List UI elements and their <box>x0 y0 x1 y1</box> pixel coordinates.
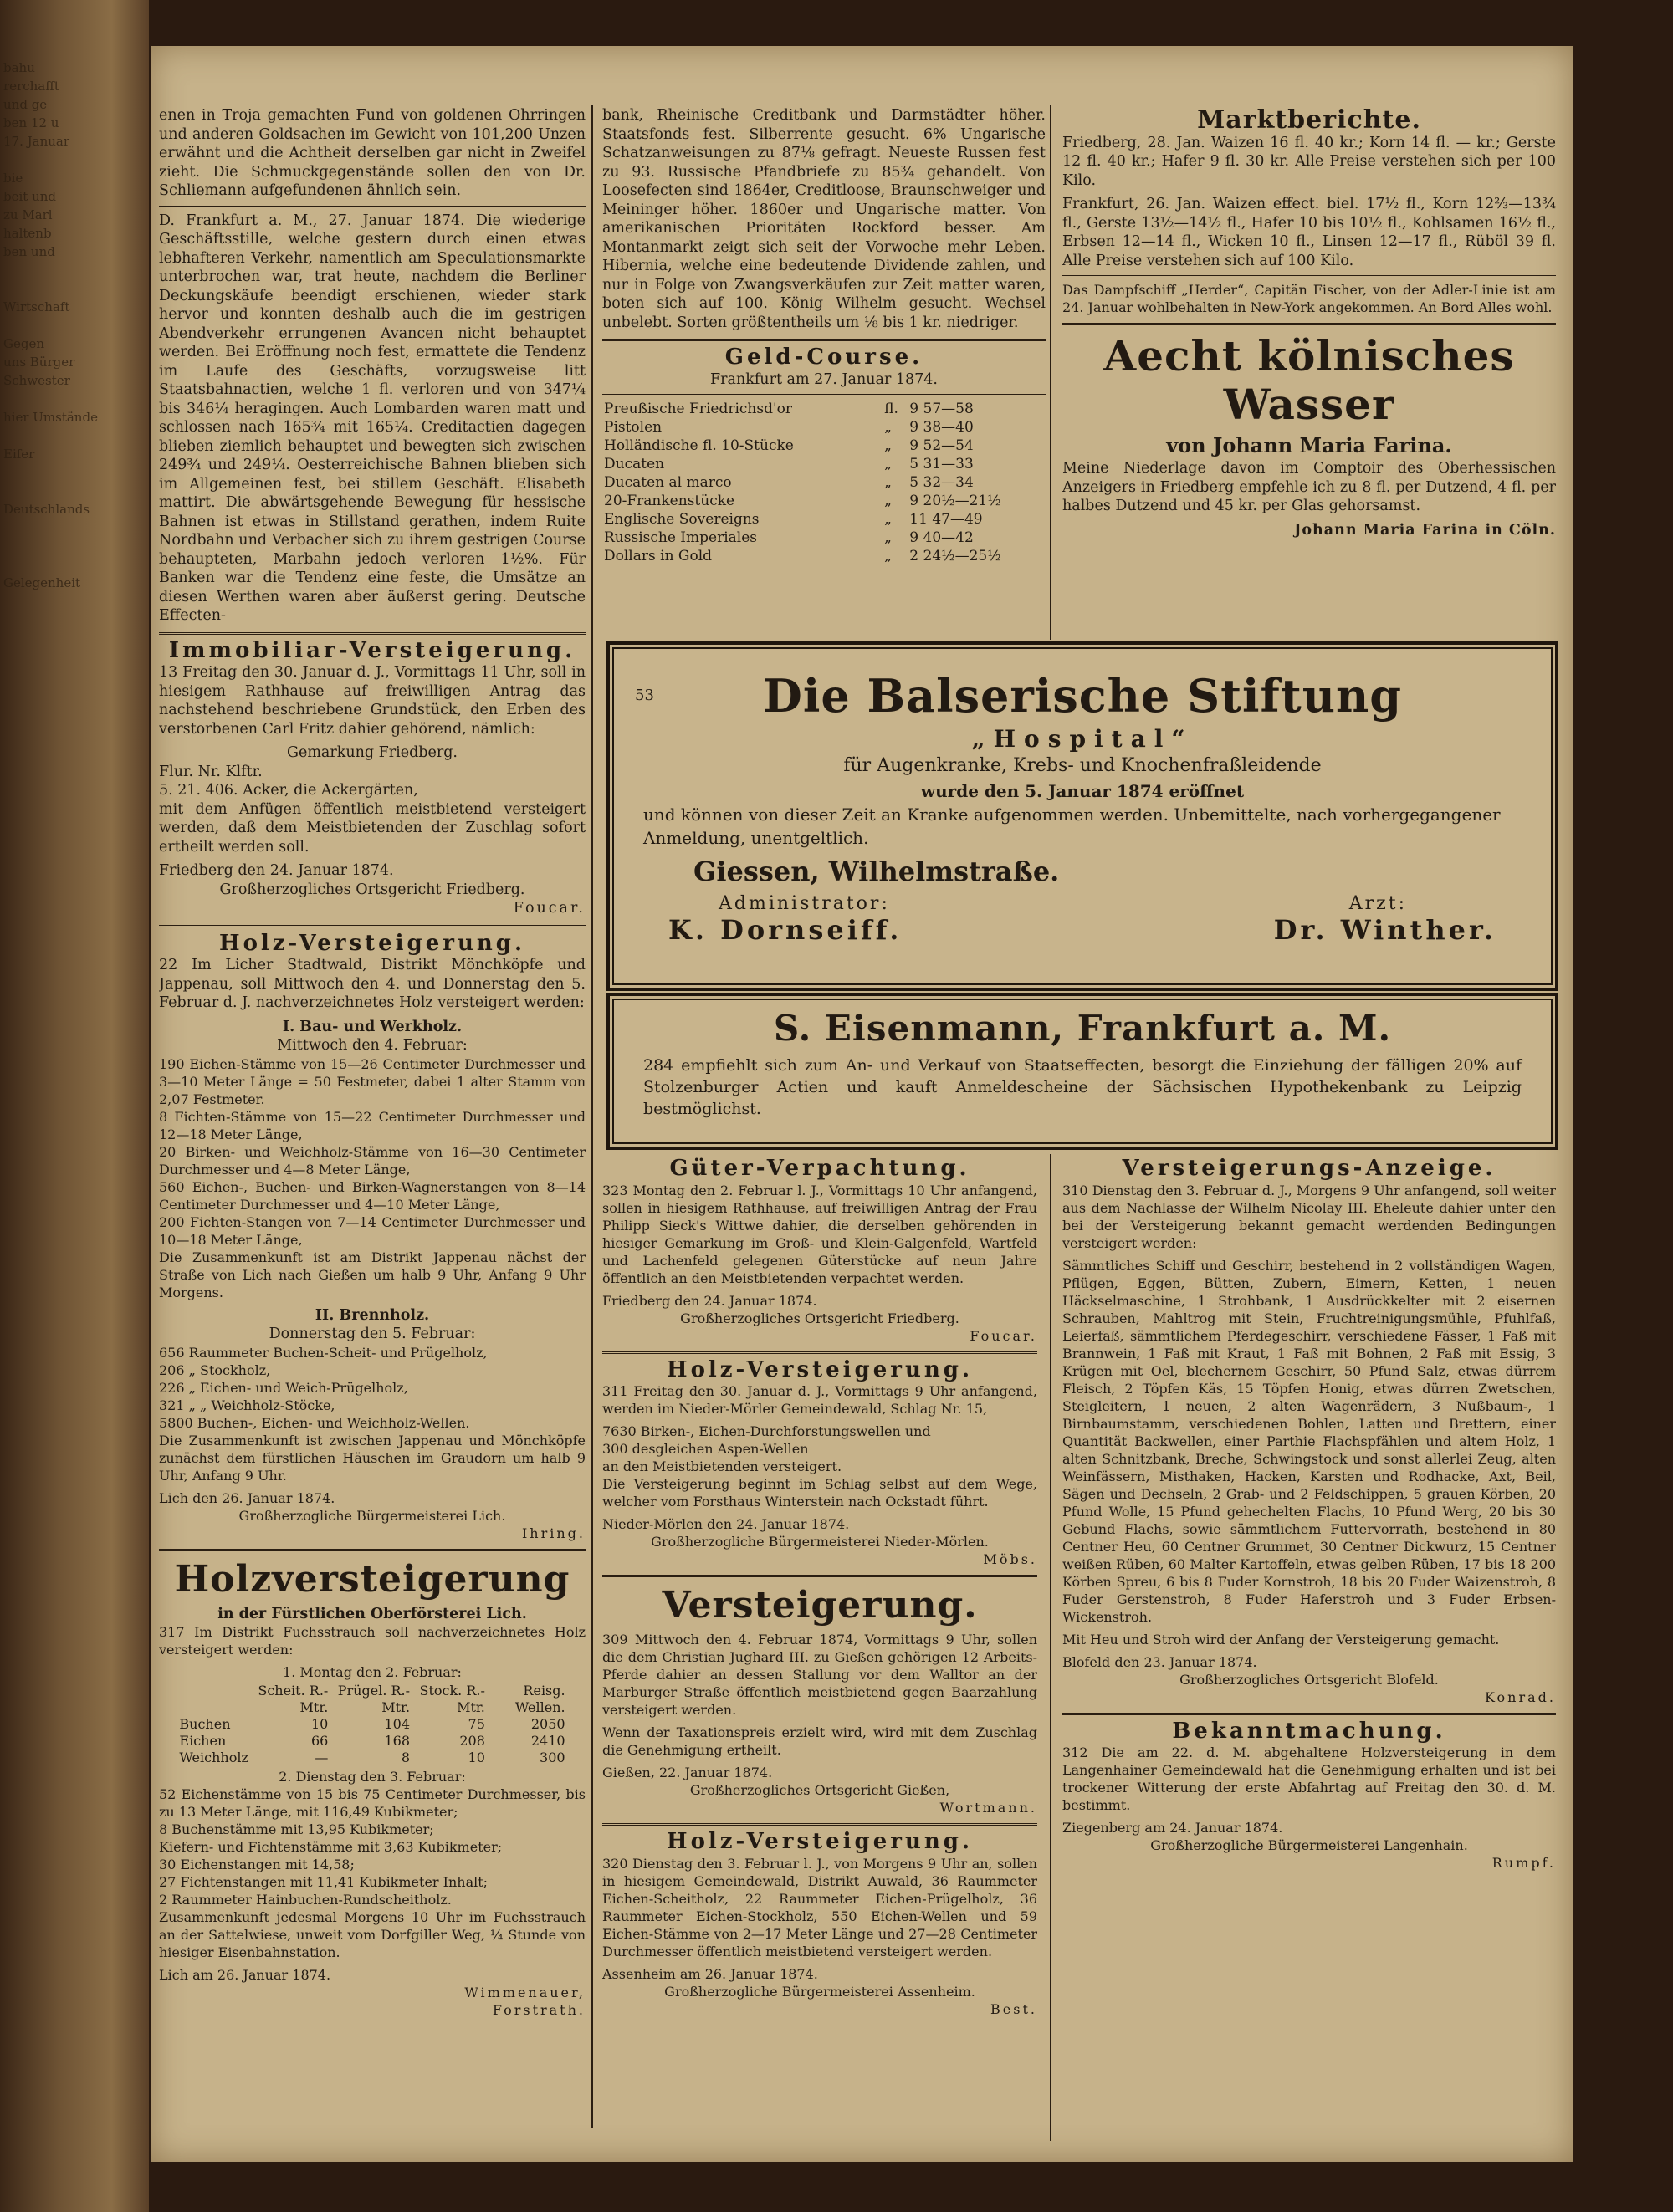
divider <box>159 632 586 635</box>
holz2-place: Nieder-Mörlen den 24. Januar 1874. <box>602 1516 850 1532</box>
holz-item: 656 Raummeter Buchen-Scheit- und Prügelholz, <box>159 1344 488 1361</box>
coin-rate: 9 52—54 <box>909 437 974 454</box>
versteigerung-place: Gießen, 22. Januar 1874. <box>602 1765 773 1780</box>
ad-number: 53 <box>635 687 654 704</box>
holz-heading: Holz-Versteigerung. <box>219 930 525 956</box>
holz-meeting-2: Die Zusammenkunft ist zwischen Jappenau und Mönchköpfe zunächst dem fürstlichen Häuschen im Graudorn um halb 9 Uhr, Anfang 9 Uhr. <box>159 1432 586 1484</box>
holz3-heading: Holz-Versteigerung. <box>667 1829 973 1854</box>
column-rule <box>1050 105 1051 640</box>
currency-unit: „ <box>884 456 892 473</box>
gueter-heading: Güter-Verpachtung. <box>669 1156 970 1181</box>
markt-friedberg: Friedberg, 28. Jan. Waizen 16 fl. 40 kr.; Korn 14 fl. — kr.; Gerste 12 fl. 40 kr.; Hafer 9 fl. 30 kr. Alle Preise verstehen sich per 100 Kilo. <box>1062 134 1556 189</box>
table-header-row <box>176 1683 568 1716</box>
column-5 <box>1062 1154 1556 2158</box>
immobiliar-text: 13 Freitag den 30. Januar d. J., Vormittags 11 Uhr, soll in hiesigem Rathhause auf freiwilligen Antrag das nachstehend beschriebene Grundstück, den Erben des verstorbenen Carl Fritz dahier gehörend, nämlich: <box>159 664 586 738</box>
currency-unit: „ <box>884 548 892 564</box>
holz3-signature: Großherzogliche Bürgermeisterei Assenheim. <box>664 1983 975 2000</box>
holz-name: Ihring. <box>521 1525 586 1541</box>
koelnisch-wasser-signature: Johann Maria Farina in Cöln. <box>1294 521 1556 539</box>
coin-name: Ducaten <box>604 456 665 473</box>
holz2-text-2: an den Meistbietenden versteigert. <box>602 1458 842 1474</box>
gueter-text: 323 Montag den 2. Februar l. J., Vormittags 10 Uhr anfangend, sollen in hiesigem Rathhause, auf freiwilligen Antrag der Frau Philipp Sieck's Wittwe dahier, die derselben gehörenden in hiesiger Gemarkung im Groß- und Klein-Galgenfeld, Wartfeld und Lachenfeld gelegenen Güterstücke auf neun Jahre öffentlich an den Meistbietenden verpachtet werden. <box>602 1182 1037 1286</box>
holzversteigerung-text: 317 Im Distrikt Fuchsstrauch soll nachverzeichnetes Holz versteigert werden: <box>159 1624 586 1658</box>
bekanntmachung-place: Ziegenberg am 24. Januar 1874. <box>1062 1820 1283 1836</box>
bekanntmachung-text: 312 Die am 22. d. M. abgehaltene Holzversteigerung in dem Langenhainer Gemeindewald hat die Genehmigung erhalten und ist bei trockener Witterung der erste Abfahrtag auf Freitag den 30. d. M. bestimmt. <box>1062 1745 1556 1813</box>
coin-rate: 11 47—49 <box>909 511 983 528</box>
coin-rate: 9 38—40 <box>909 419 974 436</box>
holz-text: 22 Im Licher Stadtwald, Distrikt Mönchköpfe und Jappenau, soll Mittwoch den 4. und Donnerstag den 5. Februar d. J. nachverzeichnetes Holz versteigert werden: <box>159 957 586 1011</box>
column-2 <box>602 106 1046 641</box>
currency-unit: „ <box>884 474 892 491</box>
holz-sub-1: I. Bau- und Werkholz. <box>282 1018 463 1035</box>
table-row <box>602 510 1046 529</box>
ad-title: Die Balserische Stiftung <box>763 669 1402 723</box>
coin-name: Russische Imperiales <box>604 529 757 546</box>
ad-doctor <box>1274 893 1496 946</box>
versteigerungs-anzeige-signature: Großherzogliches Ortsgericht Blofeld. <box>1179 1671 1439 1688</box>
holzversteigerung-meeting: Zusammenkunft jedesmal Morgens 10 Uhr im Fuchsstrauch an der Sattelwiese, unweit vom Dorfgiller Weg, ¼ Stunde von hiesiger Eisenbahnstation. <box>159 1909 586 1960</box>
column-3 <box>1062 106 1556 641</box>
holzversteigerung-item: 27 Fichtenstangen mit 11,41 Kubikmeter Inhalt; <box>159 1874 489 1890</box>
immobiliar-place: Friedberg den 24. Januar 1874. <box>159 862 394 879</box>
table-row <box>602 437 1046 455</box>
holzversteigerung-heading: Holzversteigerung <box>174 1557 570 1601</box>
holz-item: 5800 Buchen-, Eichen- und Weichholz-Wellen. <box>159 1414 470 1431</box>
table-row <box>602 547 1046 565</box>
divider <box>159 925 586 927</box>
divider <box>1062 1713 1556 1715</box>
versteigerung-text-2: Wenn der Taxationspreis erzielt wird, wird mit dem Zuschlag die Genehmigung ertheilt. <box>602 1724 1037 1758</box>
gueter-place: Friedberg den 24. Januar 1874. <box>602 1292 817 1309</box>
holz3-name: Best. <box>990 2000 1037 2017</box>
holz-item: 190 Eichen-Stämme von 15—26 Centimeter Durchmesser und 3—10 Meter Länge = 50 Festmeter, dabei 1 alter Stamm von 2,07 Festmeter. <box>159 1055 586 1107</box>
versteigerungs-anzeige-place: Blofeld den 23. Januar 1874. <box>1062 1653 1257 1670</box>
coin-rate: 9 40—42 <box>909 529 974 546</box>
currency-unit: „ <box>884 511 892 528</box>
holzversteigerung-day-2: 2. Dienstag den 3. Februar: <box>279 1769 466 1785</box>
holz2-text-3: Die Versteigerung beginnt im Schlag selbst auf dem Wege, welcher vom Forsthaus Winterstein nach Ockstadt führt. <box>602 1476 1037 1510</box>
ad-signatures <box>610 893 1555 946</box>
table-header-cell: Prügel. R.-Mtr. <box>337 1683 411 1715</box>
table-cell: 10 <box>468 1750 485 1765</box>
coin-rate: 5 31—33 <box>909 456 974 473</box>
table-row <box>602 529 1046 547</box>
table-cell: 8 <box>401 1750 411 1765</box>
bekanntmachung-name: Rumpf. <box>1491 1855 1556 1871</box>
holz2-item: 300 desgleichen Aspen-Wellen <box>602 1441 809 1457</box>
ad-doctor-label: Arzt: <box>1348 893 1408 914</box>
coin-name: Ducaten al marco <box>604 474 732 491</box>
divider <box>602 339 1046 341</box>
table-cell: 104 <box>384 1716 411 1732</box>
coin-rate: 5 32—34 <box>909 474 974 491</box>
holzversteigerung-subheading: in der Fürstlichen Oberförsterei Lich. <box>217 1605 527 1622</box>
versteigerung-text: 309 Mittwoch den 4. Februar 1874, Vormittags 9 Uhr, sollen die dem Christian Jughard III. zu Gießen gehörigen 12 Arbeits-Pferde dahier an dessen Stallung vor dem Walltor an der Marburger Straße öffentlich meistbietend gegen Baarzahlung versteigert werden. <box>602 1632 1037 1718</box>
holzversteigerung-item: 52 Eichenstämme von 15 bis 75 Centimeter Durchmesser, bis zu 13 Meter Länge, mit 116,49 Kubikmeter; <box>159 1786 586 1820</box>
column-1 <box>159 106 586 2147</box>
holz-item: 20 Birken- und Weichholz-Stämme von 16—30 Centimeter Durchmesser und 4—8 Meter Länge, <box>159 1143 586 1178</box>
immobiliar-gemarkung: Gemarkung Friedberg. <box>287 744 458 761</box>
holzversteigerung-place: Lich am 26. Januar 1874. <box>159 1967 331 1983</box>
versteigerungs-anzeige-heading: Versteigerungs-Anzeige. <box>1122 1156 1496 1181</box>
holz-item: 200 Fichten-Stangen von 7—14 Centimeter Durchmesser und 10—18 Meter Länge, <box>159 1213 586 1248</box>
currency-unit: „ <box>884 419 892 436</box>
holz2-heading: Holz-Versteigerung. <box>667 1356 973 1382</box>
table-cell: 75 <box>468 1716 485 1732</box>
table-cell: 66 <box>310 1733 329 1749</box>
column-rule <box>1050 1154 1051 2141</box>
holzversteigerung-item: Kiefern- und Fichtenstämme mit 3,63 Kubikmeter; <box>159 1839 503 1855</box>
eisenmann-text: 284 empfiehlt sich zum An- und Verkauf von Staatseffecten, besorgt die Einziehung der fälligen 20% auf Stolzenburger Actien und kauft Anmeldescheine der Sächsischen Hypothekenbank zu Leipzig bestmöglichst. <box>643 1056 1522 1118</box>
ad-subtitle: „Hospital“ <box>971 725 1194 753</box>
geld-course-subheading: Frankfurt am 27. Januar 1874. <box>710 370 938 388</box>
table-header-cell <box>176 1683 251 1716</box>
holz-sub-2: II. Brennholz. <box>315 1306 430 1324</box>
holzversteigerung-table <box>176 1683 568 1766</box>
divider <box>602 1351 1037 1354</box>
currency-unit: fl. <box>884 401 898 417</box>
ship-notice: Das Dampfschiff „Herder“, Capitän Fischer, von der Adler-Linie ist am 24. Januar wohlbehalten in New-York angekommen. An Bord Alles wohl. <box>1062 282 1556 315</box>
table-row <box>602 473 1046 492</box>
versteigerungs-anzeige-text: 310 Dienstag den 3. Februar d. J., Morgens 9 Uhr anfangend, soll weiter aus dem Nachlasse der Wilhelm Nicolay III. Eheleute dahier unter den bei der Versteigerung bekannt gemacht werdenden Bedingungen versteigert werden: <box>1062 1182 1556 1251</box>
divider <box>159 1549 586 1551</box>
versteigerung-name: Wortmann. <box>939 1800 1037 1816</box>
eisenmann-title: S. Eisenmann, Frankfurt a. M. <box>773 1008 1392 1049</box>
versteigerung-signature: Großherzogliches Ortsgericht Gießen, <box>689 1782 950 1798</box>
holzversteigerung-item: 8 Buchenstämme mit 13,95 Kubikmeter; <box>159 1821 434 1837</box>
holzversteigerung-day-1: 1. Montag den 2. Februar: <box>283 1664 462 1680</box>
table-header-cell: Reisg. Wellen. <box>514 1683 565 1715</box>
holz-place: Lich den 26. Januar 1874. <box>159 1489 335 1506</box>
table-cell: 2050 <box>530 1716 565 1732</box>
table-header-cell: Stock. R.-Mtr. <box>419 1683 485 1715</box>
holz2-text: 311 Freitag den 30. Januar d. J., Vormittags 9 Uhr anfangend, werden im Nieder-Mörler Gemeindewald, Schlag Nr. 15, <box>602 1383 1037 1417</box>
holzversteigerung-signature-1: Wimmenauer, <box>464 1985 586 2000</box>
coin-name: Dollars in Gold <box>604 548 713 564</box>
ad-line-2: wurde den 5. Januar 1874 eröffnet <box>920 781 1245 801</box>
balserische-stiftung-ad <box>606 641 1558 991</box>
geld-course-table <box>602 400 1046 565</box>
currency-unit: „ <box>884 529 892 546</box>
marktberichte-heading: Marktberichte. <box>1197 106 1421 135</box>
immobiliar-heading: Immobiliar-Versteigerung. <box>168 637 576 663</box>
table-cell: — <box>315 1750 329 1765</box>
ad-line-3: und können von dieser Zeit an Kranke aufgenommen werden. Unbemittelte, nach vorhergegangener Anmeldung, unentgeltlich. <box>643 805 1501 848</box>
ad-line-1: für Augenkranke, Krebs- und Knochenfraßleidende <box>843 755 1322 776</box>
coin-name: Holländische fl. 10-Stücke <box>604 437 794 454</box>
table-row <box>602 455 1046 473</box>
holz-item: 206 „ Stockholz, <box>159 1361 271 1378</box>
holz-day-2: Donnerstag den 5. Februar: <box>269 1326 476 1342</box>
koelnisch-wasser-text: Meine Niederlage davon im Comptoir des Oberhessischen Anzeigers in Friedberg empfehle ich zu 8 fl. per Dutzend, 4 fl. per halbes Dutzend und 45 kr. per Glas gehorsamst. <box>1062 460 1556 514</box>
troja-paragraph: enen in Troja gemachten Fund von goldenen Ohrringen und anderen Goldsachen im Gewicht von 101,200 Unzen erwähnt und die Achtheit derselben gar nicht in Zweifel zieht. Die Schmuckgegenstände sollen den von Dr. Schliemann aufgefundenen ähnlich sein. <box>159 107 586 199</box>
immobiliar-name: Foucar. <box>513 900 586 917</box>
column-rule <box>591 105 593 2128</box>
binding-edge-text: bahu rerchafft und ge ben 12 u 17. Januar bie beit und zu Marl haltenb ben und Wirtschaft Gegen uns Bürger Schwester hier Umstände Eifer Deutschlands Gelegenheit <box>3 60 98 590</box>
divider <box>1062 323 1556 325</box>
koelnisch-wasser-sub: von Johann Maria Farina. <box>1166 433 1452 457</box>
table-cell: Weichholz <box>179 1750 248 1765</box>
eisenmann-ad <box>606 993 1558 1150</box>
table-cell: 300 <box>540 1750 565 1765</box>
newspaper-page <box>151 46 1573 2162</box>
gueter-name: Foucar. <box>970 1327 1037 1344</box>
holz-item: 321 „ „ Weichholz-Stöcke, <box>159 1397 335 1413</box>
holz3-place: Assenheim am 26. Januar 1874. <box>602 1965 818 1982</box>
table-row <box>602 400 1046 418</box>
table-row <box>602 418 1046 437</box>
markt-frankfurt: Frankfurt, 26. Jan. Waizen effect. biel. 17½ fl., Korn 12⅔—13¾ fl., Gerste 13½—14½ fl., Hafer 10 bis 10½ fl., Kohlsamen 16½ fl., Erbsen 12—14 fl., Wicken 10 fl., Linsen 12—17 fl., Rüböl 39 fl. Alle Preise verstehen sich auf 100 Kilo. <box>1062 196 1556 269</box>
immobiliar-text-2: mit dem Anfügen öffentlich meistbietend versteigert werden, daß dem Meistbietenden der Zuschlag sofort ertheilt werden soll. <box>159 800 586 856</box>
table-header-cell: Scheit. R.-Mtr. <box>258 1683 329 1715</box>
versteigerungs-anzeige-name: Konrad. <box>1485 1688 1556 1705</box>
currency-unit: „ <box>884 493 892 509</box>
market-report-frankfurt: D. Frankfurt a. M., 27. Januar 1874. Die wiederige Geschäftsstille, welche gestern durch einen etwas lebhafteren Verkehr, namentlich am Speculationsmarkte unterbrochen war, trat heute, nachdem die Berliner Deckungskäufe beendigt erschienen, wieder stark hervor und konnten deshalb auch die im gestrigen Abendverkehr errungenen Avancen nicht behauptet werden. Bei Eröffnung noch fest, ermattete die Tendenz im Laufe des Geschäfts, vorzugsweise litt Staatsbahnactien, welche 1 fl. verloren und von 347¼ bis 346¼ heragingen. Auch Lombarden waren matt und schlossen nach 165¾ mit 165¼. Creditactien dagegen blieben ziemlich behauptet und bewegten sich zwischen 249¾ und 249¼. Oesterreichische Bahnen blieben sich im Allgemeinen fest, bei stillem Geschäft. Elisabeth mattirt. Die abwärtsgehende Bewegung für hessische Bahnen ist etwas in Stillstand gerathen, indem Ruite Nordbahn und Verbacher sich zu ihrem gestrigen Course behaupteten, Marbahn jedoch verloren 1½%. Für Banken war die Tendenz eine feste, die Umsätze an diesen Werthen waren aber äußerst gering. Deutsche Effecten- <box>159 212 586 624</box>
ad-place: Giessen, Wilhelmstraße. <box>693 856 1060 887</box>
ad-admin <box>668 893 902 946</box>
versteigerungs-anzeige-items: Sämmtliches Schiff und Geschirr, bestehend in 2 vollständigen Wagen, Pflügen, Eggen, Bütten, Zubern, Eimern, Ketten, 1 neuen Häckselmaschine, 1 Strohbank, 1 Ausdrückkelter mit 2 eisernen Schrauben, Mahltrog mit Stein, Fruchtreinigungsmühle, Pfuhlfaß, Leierfaß, sämmtlichem Pferdegeschirr, verschiedene Fässer, 1 Faß mit Brannwein, 1 Faß mit Kraut, 1 Faß mit Bohnen, 2 Faß mit Essig, 3 Krügen mit Oel, blechernem Geschirr, 50 Pfund Salz, etwas dürrem Fleisch, 2 Töpfen Käs, 15 Töpfen Honig, etwas dürren Zwetschen, Steigleitern, 1 neuen, 2 alten Wagenrädern, 3 Nußbaum-, 1 Birnbaumstamm, verschiedenen Bohlen, Latten und Brettern, einer Quantität Backwellen, einer Parthie Flachspfählen und altem Holz, 1 alten Schnitzbank, Breche, Schwingstock und sonst allerlei Zeug, alten Weinfässern, Misthaken, Hacken, Karsten und Rodhacke, Axt, Beil, Sägen und Dechseln, 2 Grab- und 2 Feldschippen, 5 grauen Körben, 20 Pfund Wolle, 15 Pfund gehechelten Flachs, 10 Pfund Werg, 20 bis 30 Gebund Flachs, sowie sämmtlichem Futtervorrath, bestehend in 80 Centner Heu, 60 Centner Grummet, 30 Centner Dickwurz, 15 Centner weißen Rüben, 60 Malter Kartoffeln, etwas gelben Rüben, 17 bis 18 200 Körben Spreu, 6 bis 8 Fuder Kornstroh, 18 bis 20 Fuder Waizenstroh, 8 Fuder Gerstenstroh, 8 Fuder Haferstroh und 3 Fuder Erbsen-Wickenstroh. <box>1062 1257 1556 1625</box>
table-cell: 10 <box>310 1716 329 1732</box>
currency-unit: „ <box>884 437 892 454</box>
versteigerungs-anzeige-text-2: Mit Heu und Stroh wird der Anfang der Versteigerung gemacht. <box>1062 1631 1500 1648</box>
divider <box>602 394 1046 395</box>
holz-item: 226 „ Eichen- und Weich-Prügelholz, <box>159 1379 408 1396</box>
coin-rate: 9 20½—21½ <box>909 493 1001 509</box>
geld-course-heading: Geld-Course. <box>724 345 923 370</box>
ad-admin-label: Administrator: <box>719 893 890 914</box>
table-cell: 168 <box>384 1733 411 1749</box>
holz2-item: 7630 Birken-, Eichen-Durchforstungswellen und <box>602 1423 931 1439</box>
immobiliar-item: 5. 21. 406. Acker, die Ackergärten, <box>159 782 418 799</box>
ad-admin-name: K. Dornseiff. <box>668 914 903 946</box>
divider <box>1062 275 1556 276</box>
coin-rate: 2 24½—25½ <box>909 548 1001 564</box>
coin-name: 20-Frankenstücke <box>604 493 735 509</box>
gueter-signature: Großherzogliches Ortsgericht Friedberg. <box>680 1310 959 1326</box>
table-row <box>602 492 1046 510</box>
column-4 <box>602 1154 1037 2158</box>
holz-day-1: Mittwoch den 4. Februar: <box>277 1037 468 1054</box>
table-row <box>176 1716 568 1733</box>
holz-item: 560 Eichen-, Buchen- und Birken-Wagnerstangen von 8—14 Centimeter Durchmesser und 4—10 Meter Länge, <box>159 1178 586 1213</box>
bekanntmachung-heading: Bekanntmachung. <box>1172 1718 1446 1744</box>
table-cell: Buchen <box>179 1716 231 1732</box>
coin-name: Preußische Friedrichsd'or <box>604 401 793 417</box>
table-row <box>176 1733 568 1750</box>
holzversteigerung-signature-2: Forstrath. <box>492 2002 586 2018</box>
table-row <box>176 1750 568 1766</box>
book-binding <box>0 0 149 2212</box>
coin-rate: 9 57—58 <box>909 401 974 417</box>
holz-signature: Großherzogliche Bürgermeisterei Lich. <box>238 1507 506 1524</box>
table-cell: 208 <box>459 1733 485 1749</box>
divider <box>602 1823 1037 1826</box>
holz3-text: 320 Dienstag den 3. Februar l. J., von Morgens 9 Uhr an, sollen in hiesigem Gemeindewald, Distrikt Auwald, 36 Raummeter Eichen-Scheitholz, 22 Raummeter Eichen-Prügelholz, 36 Raummeter Eichen-Stockholz, 550 Eichen-Wellen und 59 Eichen-Stämme von 2—17 Meter Länge und 27—28 Centimeter Durchmesser öffentlich meistbietend versteigert werden. <box>602 1855 1037 1959</box>
koelnisch-wasser-heading: Aecht kölnisches Wasser <box>1103 331 1515 429</box>
table-cell: Eichen <box>179 1733 227 1749</box>
exchange-paragraph: bank, Rheinische Creditbank und Darmstädter höher. Staatsfonds fest. Silberrente gesucht. 6% Ungarische Schatzanweisungen zu 87⅛ gefragt. Neueste Russen fest zu 93. Russische Pfandbriefe zu 85¾ gehandelt. Von Loosefecten sind 1864er, Creditloose, Braunschweiger und Meininger höher. 1860er und Ungarische matter. Von amerikanischen Prioritäten Rockford besser. Am Montanmarkt zeigt sich seit der Vorwoche mehr Leben. Hibernia, welche eine bedeutende Dividende zahlen, und nur in Folge von Zwangsverkäufen zur Zeit matter waren, boten sich auf 100. König Wilhelm gesucht. Wechsel unbelebt. Sorten größtentheils um ⅛ bis 1 kr. niedriger. <box>602 107 1046 331</box>
coin-name: Englische Sovereigns <box>604 511 760 528</box>
holz2-name: Möbs. <box>983 1551 1037 1567</box>
bekanntmachung-signature: Großherzogliche Bürgermeisterei Langenhain. <box>1150 1837 1468 1853</box>
immobiliar-columns: Flur. Nr. Klftr. <box>159 763 263 780</box>
versteigerung-heading: Versteigerung. <box>662 1584 978 1627</box>
holz-meeting: Die Zusammenkunft ist am Distrikt Jappenau nächst der Straße von Lich nach Gießen um halb 9 Uhr, Anfang 9 Uhr Morgens. <box>159 1249 586 1300</box>
holz-item: 8 Fichten-Stämme von 15—22 Centimeter Durchmesser und 12—18 Meter Länge, <box>159 1108 586 1142</box>
holz2-signature: Großherzogliche Bürgermeisterei Nieder-Mörlen. <box>651 1534 989 1550</box>
divider <box>602 1575 1037 1577</box>
ad-doctor-name: Dr. Winther. <box>1273 914 1496 946</box>
holzversteigerung-item: 30 Eichenstangen mit 14,58; <box>159 1857 355 1872</box>
immobiliar-signature: Großherzogliches Ortsgericht Friedberg. <box>219 881 525 898</box>
holzversteigerung-item: 2 Raummeter Hainbuchen-Rundscheitholz. <box>159 1892 452 1908</box>
coin-name: Pistolen <box>604 419 663 436</box>
divider <box>159 206 586 207</box>
table-cell: 2410 <box>530 1733 565 1749</box>
